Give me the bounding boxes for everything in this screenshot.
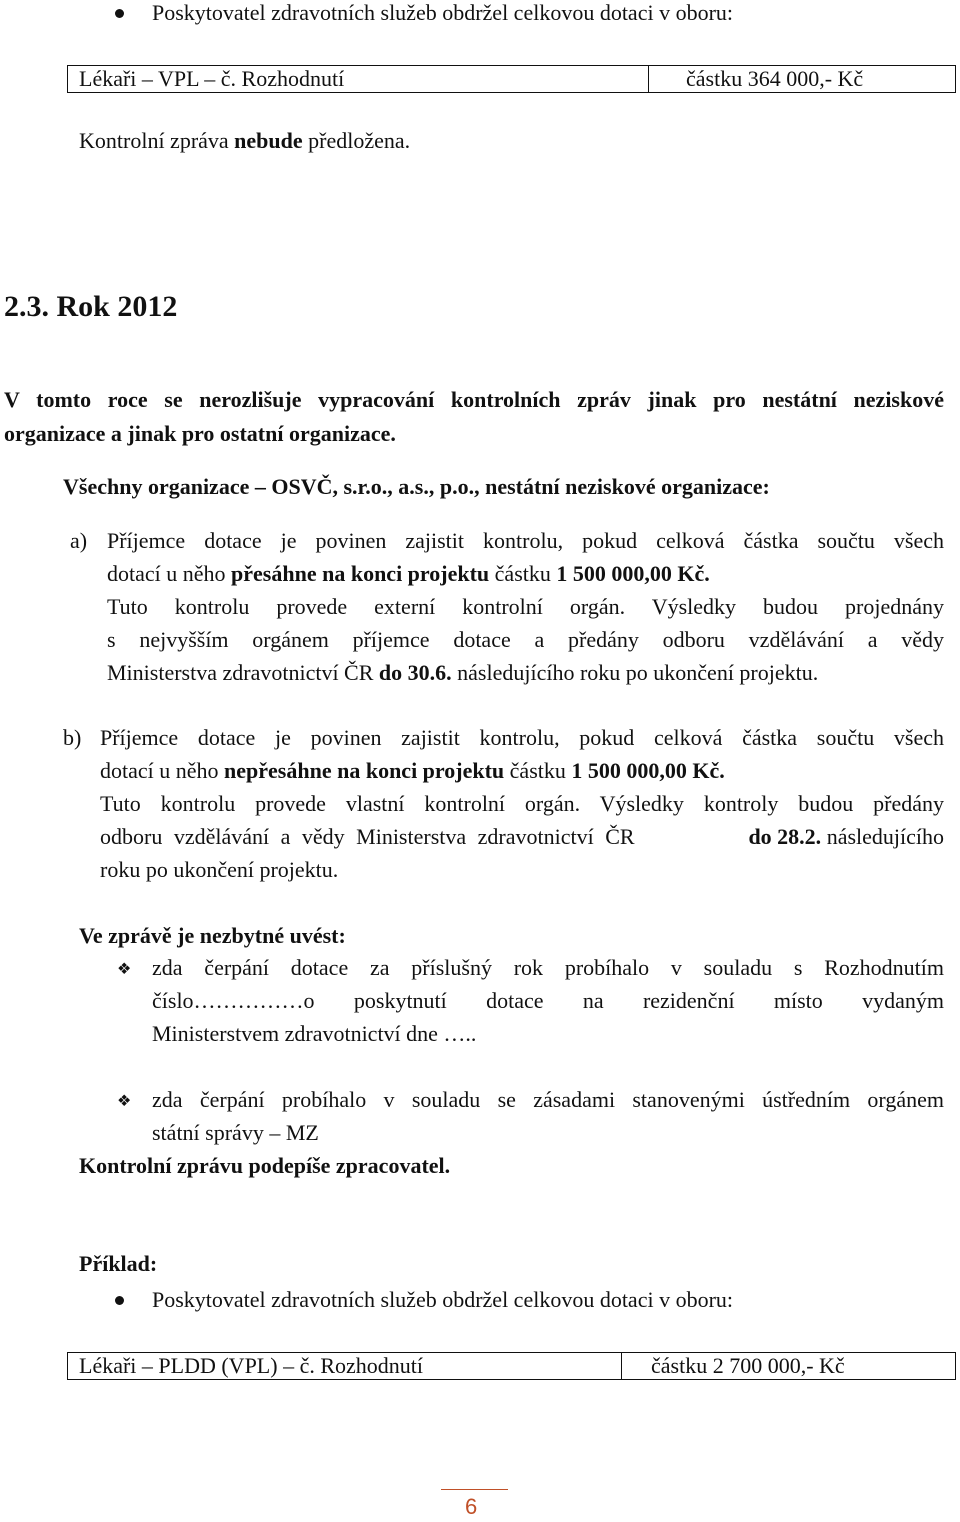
table-divider	[648, 66, 649, 92]
requirement-1-line-3: Ministerstvem zdravotnictví dne …..	[152, 1021, 477, 1046]
subsidy-table	[67, 65, 956, 93]
item-a-line-5: Ministerstva zdravotnictví ČR do 30.6. následujícího roku po ukončení projektu.	[107, 660, 819, 685]
requirement-2-line-2: státní správy – MZ	[152, 1120, 319, 1145]
bullet-dot	[115, 1296, 124, 1305]
item-b-line-3: Tuto kontrolu provede vlastní kontrolní orgán. Výsledky kontroly budou předány	[100, 791, 944, 816]
table-cell-field: Lékaři – VPL – č. Rozhodnutí	[79, 66, 345, 91]
example-bullet-text: Poskytovatel zdravotních služeb obdržel celkovou dotaci v oboru:	[152, 1287, 734, 1312]
table-cell-field: Lékaři – PLDD (VPL) – č. Rozhodnutí	[79, 1353, 423, 1378]
footer-rule	[441, 1489, 508, 1490]
example-heading: Příklad:	[79, 1251, 158, 1276]
item-b-line-5: roku po ukončení projektu.	[100, 857, 339, 882]
item-a-line-4: s nejvyšším orgánem příjemce dotace a předány odboru vzdělávání a vědy	[107, 627, 944, 652]
intro-line-2: organizace a jinak pro ostatní organizace.	[4, 421, 396, 446]
all-orgs-heading: Všechny organizace – OSVČ, s.r.o., a.s., p.o., nestátní neziskové organizace:	[63, 474, 770, 499]
requirements-heading: Ve zprávě je nezbytné uvést:	[79, 923, 346, 948]
example-table	[67, 1352, 956, 1380]
item-a-line-3: Tuto kontrolu provede externí kontrolní orgán. Výsledky budou projednány	[107, 594, 944, 619]
item-b-line-2: dotací u něho nepřesáhne na konci projektu částku 1 500 000,00 Kč.	[100, 758, 725, 783]
requirement-1-line-2: číslo……………o poskytnutí dotace na rezidenční místo vydaným	[152, 988, 944, 1013]
requirement-2-line-1: zda čerpání probíhalo v souladu se zásadami stanovenými ústředním orgánem	[152, 1087, 944, 1112]
table-cell-amount: částku 364 000,- Kč	[686, 66, 864, 91]
section-heading: 2.3. Rok 2012	[4, 290, 178, 323]
item-b-line-4: odboru vzdělávání a vědy Ministerstva zdravotnictví ČR do 28.2. následujícího	[100, 824, 944, 849]
requirement-1-line-1: zda čerpání dotace za příslušný rok probíhalo v souladu s Rozhodnutím	[152, 955, 944, 980]
diamond-bullet-icon: ❖	[117, 961, 132, 978]
table-cell-amount: částku 2 700 000,- Kč	[651, 1353, 845, 1378]
diamond-bullet-icon: ❖	[117, 1093, 132, 1110]
report-note: Kontrolní zpráva nebude předložena.	[79, 128, 411, 153]
item-a-line-1: Příjemce dotace je povinen zajistit kontrolu, pokud celková částka součtu všech	[107, 528, 944, 553]
bullet-dot	[115, 9, 124, 18]
intro-line-1: V tomto roce se nerozlišuje vypracování kontrolních zpráv jinak pro nestátní neziskové	[4, 387, 944, 412]
item-b-line-1: Příjemce dotace je povinen zajistit kontrolu, pokud celková částka součtu všech	[100, 725, 944, 750]
item-a-marker: a)	[70, 528, 88, 553]
table-divider	[621, 1353, 622, 1379]
item-a-line-2: dotací u něho přesáhne na konci projektu částku 1 500 000,00 Kč.	[107, 561, 710, 586]
item-b-marker: b)	[63, 725, 82, 750]
page-number: 6	[465, 1494, 478, 1519]
signature-note: Kontrolní zprávu podepíše zpracovatel.	[79, 1153, 451, 1178]
bullet-text: Poskytovatel zdravotních služeb obdržel celkovou dotaci v oboru:	[152, 0, 734, 25]
